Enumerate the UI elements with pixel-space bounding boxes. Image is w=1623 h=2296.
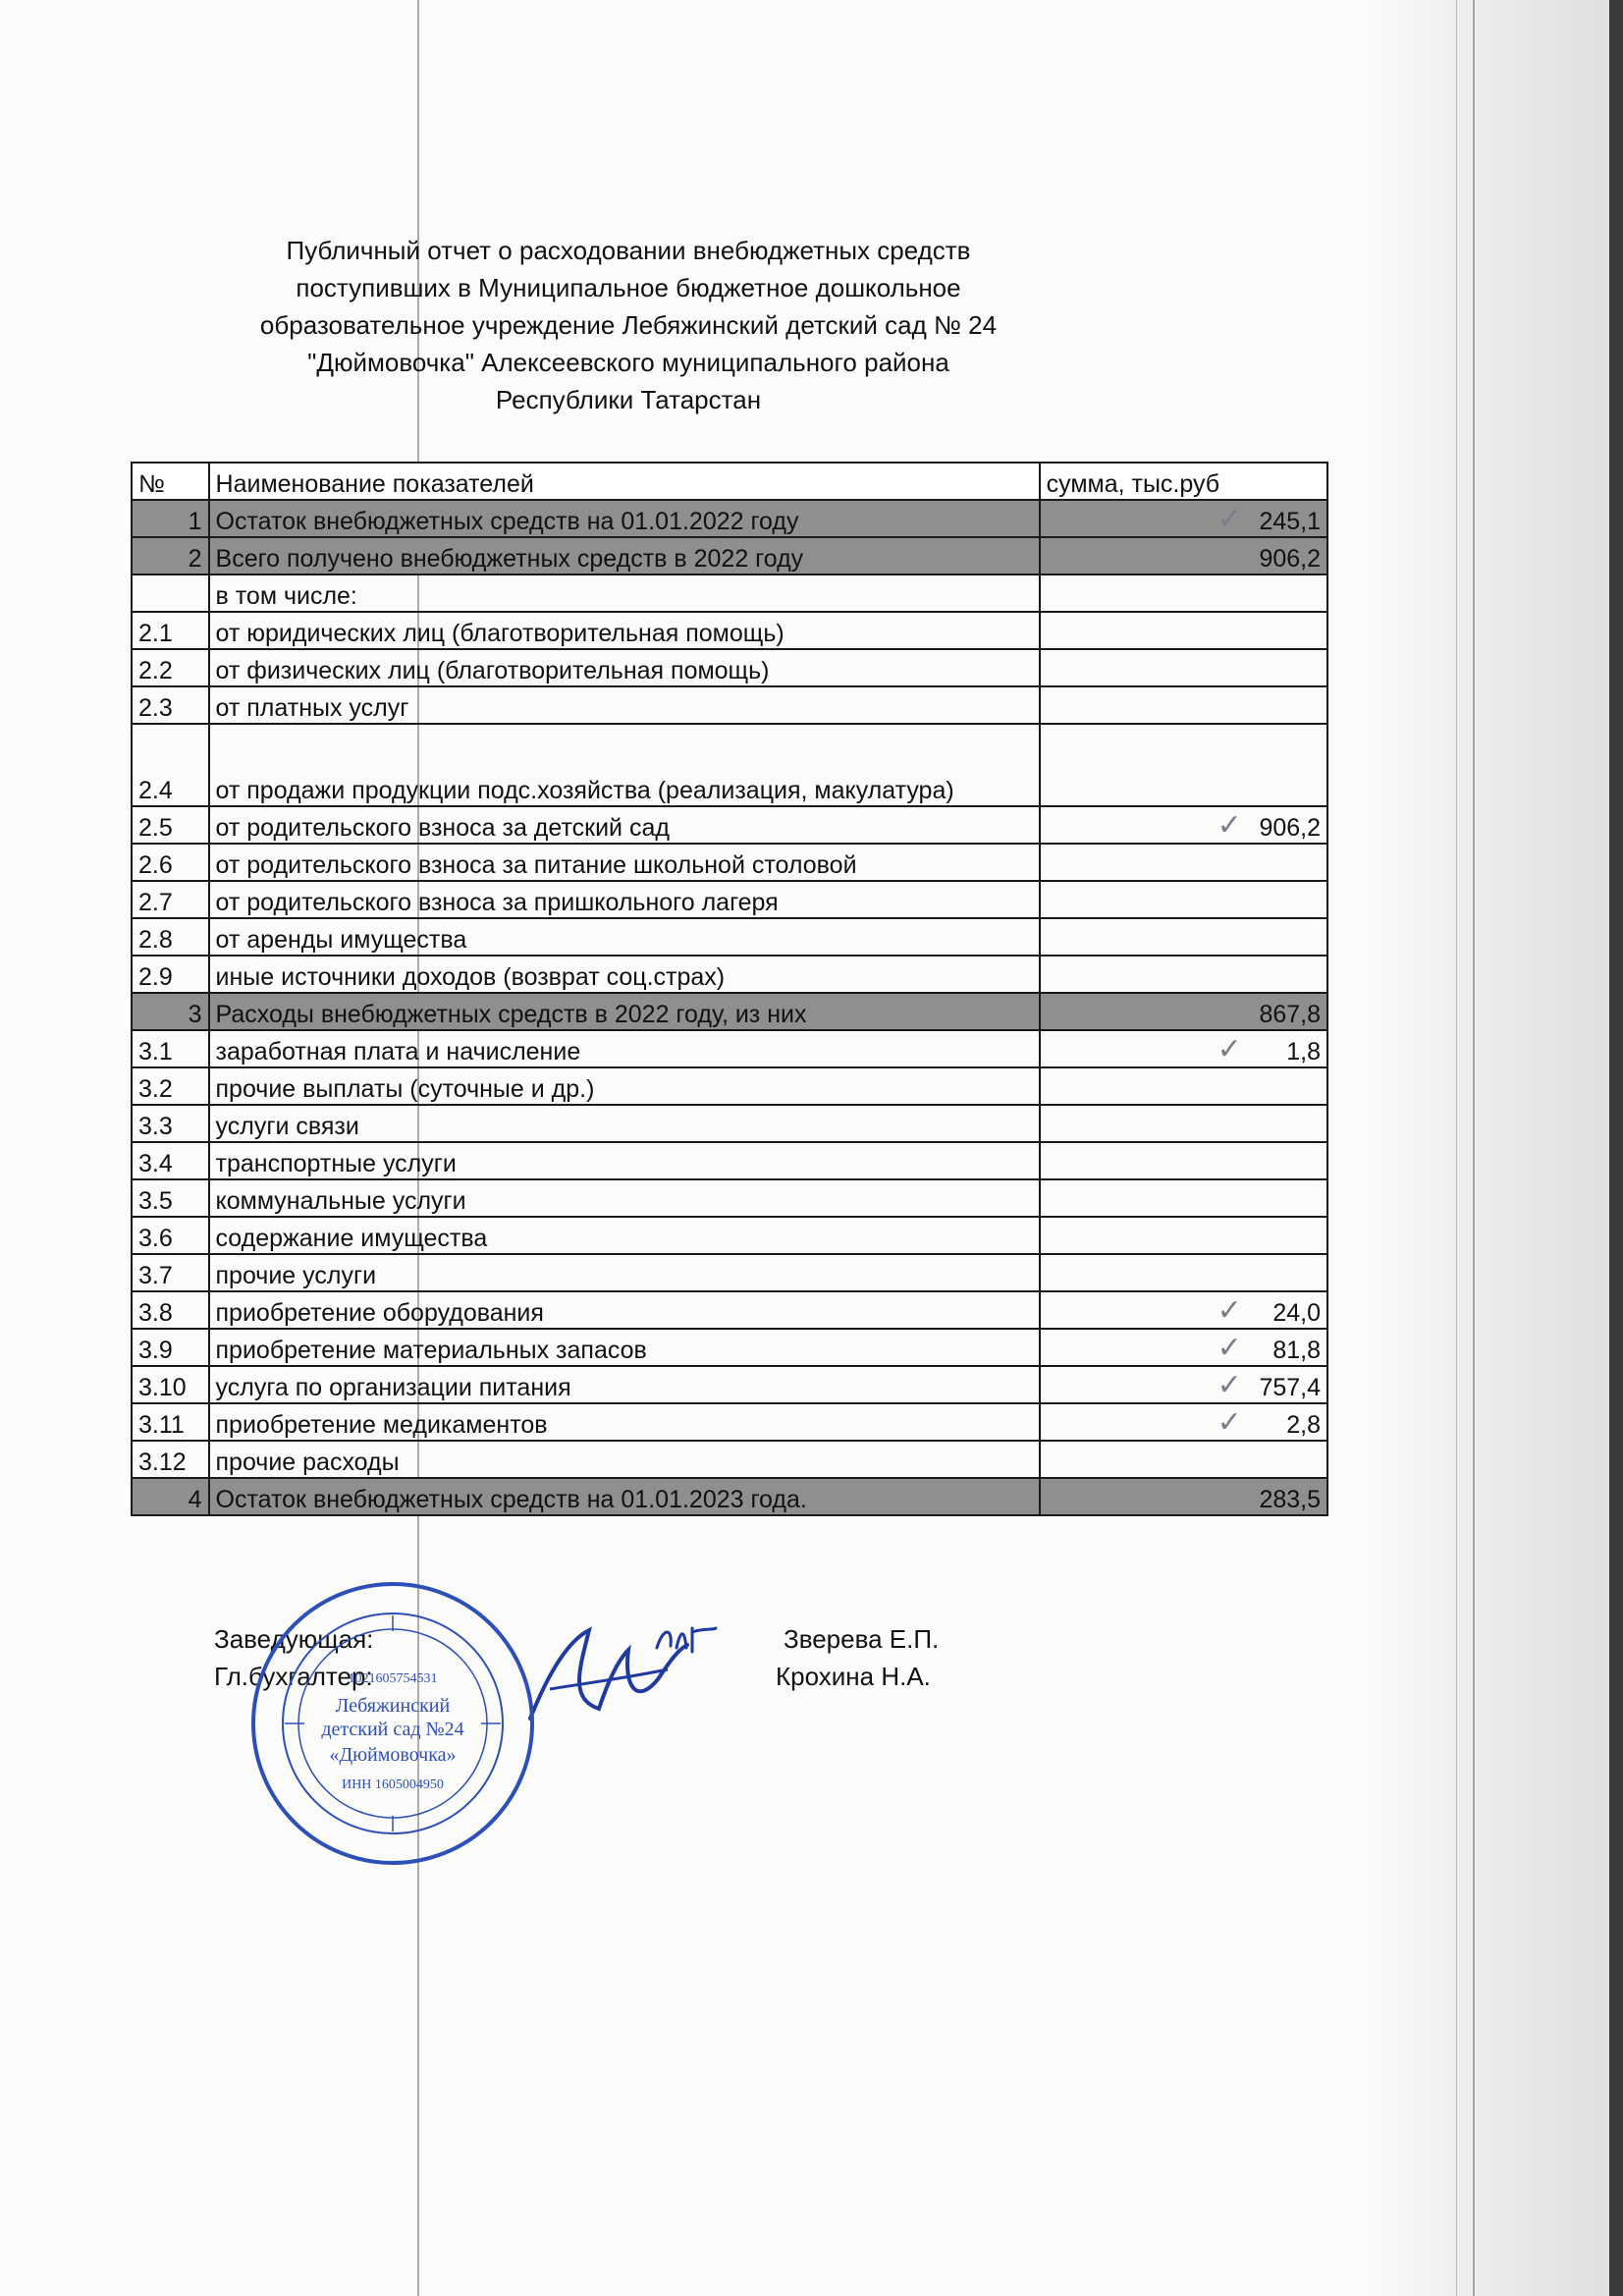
- table-row: [132, 1403, 1327, 1441]
- table-row: [132, 1291, 1327, 1329]
- initials-mark: [653, 1618, 722, 1658]
- head-name: Зверева Е.П.: [784, 1624, 940, 1654]
- scan-line: [1473, 0, 1475, 2296]
- row-name: иные источники доходов (возврат соц.страх): [209, 956, 1040, 993]
- row-number: 3.5: [132, 1179, 209, 1217]
- row-value: [1040, 649, 1327, 686]
- check-mark-icon: ✓: [1217, 1294, 1242, 1327]
- row-value: [1040, 686, 1327, 724]
- row-name: Остаток внебюджетных средств на 01.01.2022 году: [209, 500, 1040, 537]
- table-row: [132, 844, 1327, 881]
- row-number: 3.8: [132, 1291, 209, 1329]
- row-number: 3.6: [132, 1217, 209, 1254]
- stamp-ogrn: 1021605754531: [348, 1671, 438, 1686]
- row-number: 3.10: [132, 1366, 209, 1403]
- table-row: [132, 1254, 1327, 1291]
- row-name: услуга по организации питания: [209, 1366, 1040, 1403]
- title-line: образовательное учреждение Лебяжинский детский сад № 24: [259, 310, 998, 340]
- row-name: от платных услуг: [209, 686, 1040, 724]
- table-row: [132, 956, 1327, 993]
- row-number: 4: [132, 1478, 209, 1515]
- row-value-text: 906,2: [1259, 814, 1321, 842]
- check-mark-icon: ✓: [1217, 809, 1242, 842]
- row-value: [1040, 1254, 1327, 1291]
- row-name: от физических лиц (благотворительная помощь): [209, 649, 1040, 686]
- row-number: 2.8: [132, 918, 209, 956]
- table-row: [132, 1366, 1327, 1403]
- row-value-text: 1,8: [1286, 1038, 1321, 1066]
- row-number: 3.2: [132, 1067, 209, 1105]
- row-name: от аренды имущества: [209, 918, 1040, 956]
- row-value: [1040, 1179, 1327, 1217]
- row-number: 2: [132, 537, 209, 574]
- row-value: [1040, 612, 1327, 649]
- table-row: [132, 537, 1327, 574]
- report-table: [131, 462, 1328, 1516]
- table-row: [132, 686, 1327, 724]
- row-name: прочие выплаты (суточные и др.): [209, 1067, 1040, 1105]
- header-number: №: [132, 463, 209, 500]
- header-name: Наименование показателей: [209, 463, 1040, 500]
- stamp-line-2: детский сад №24: [321, 1719, 464, 1740]
- organization-stamp: [245, 1576, 540, 1871]
- row-name: в том числе:: [209, 574, 1040, 612]
- row-value: [1040, 500, 1327, 537]
- table-row: [132, 993, 1327, 1030]
- row-name: прочие расходы: [209, 1441, 1040, 1478]
- row-value-text: 245,1: [1259, 508, 1321, 535]
- check-mark-icon: ✓: [1217, 1406, 1242, 1439]
- title-line: Республики Татарстан: [495, 385, 762, 414]
- table-row: [132, 806, 1327, 844]
- row-number: 3.4: [132, 1142, 209, 1179]
- row-name: Расходы внебюджетных средств в 2022 году, из них: [209, 993, 1040, 1030]
- row-name: Остаток внебюджетных средств на 01.01.2023 года.: [209, 1478, 1040, 1515]
- row-value-text: 283,5: [1259, 1486, 1321, 1513]
- row-value: [1040, 1105, 1327, 1142]
- row-value-text: 867,8: [1259, 1001, 1321, 1028]
- row-name: Всего получено внебюджетных средств в 2022 году: [209, 537, 1040, 574]
- header-sum: сумма, тыс.руб: [1040, 463, 1327, 500]
- table-row: [132, 724, 1327, 806]
- row-number: 3.9: [132, 1329, 209, 1366]
- row-name: приобретение материальных запасов: [209, 1329, 1040, 1366]
- row-number: 3.3: [132, 1105, 209, 1142]
- row-value-text: 906,2: [1259, 545, 1321, 573]
- row-value: [1040, 537, 1327, 574]
- accountant-name: Крохина Н.А.: [776, 1662, 931, 1691]
- row-number: 2.9: [132, 956, 209, 993]
- row-number: 3.12: [132, 1441, 209, 1478]
- table-row: [132, 574, 1327, 612]
- table-row: [132, 918, 1327, 956]
- row-value: [1040, 1478, 1327, 1515]
- row-value: [1040, 1403, 1327, 1441]
- scan-edge-shade: [1368, 0, 1623, 2296]
- head-label: Заведующая:: [214, 1624, 374, 1654]
- row-number: 2.4: [132, 724, 209, 806]
- row-number: [132, 574, 209, 612]
- title-line: Публичный отчет о расходовании внебюджетных средств: [286, 236, 971, 265]
- row-name: от родительского взноса за питание школьной столовой: [209, 844, 1040, 881]
- row-number: 2.1: [132, 612, 209, 649]
- table-row: [132, 1067, 1327, 1105]
- row-value: [1040, 993, 1327, 1030]
- row-value: [1040, 1366, 1327, 1403]
- row-number: 2.3: [132, 686, 209, 724]
- row-name: коммунальные услуги: [209, 1179, 1040, 1217]
- row-number: 3.7: [132, 1254, 209, 1291]
- row-number: 2.6: [132, 844, 209, 881]
- table-row: [132, 1030, 1327, 1067]
- row-value-text: 757,4: [1259, 1374, 1321, 1401]
- check-mark-icon: ✓: [1217, 1332, 1242, 1364]
- row-name: от родительского взноса за пришкольного лагеря: [209, 881, 1040, 918]
- row-number: 3: [132, 993, 209, 1030]
- accountant-label: Гл.бухгалтер:: [214, 1662, 373, 1691]
- row-value-text: 81,8: [1272, 1337, 1321, 1364]
- row-number: 2.5: [132, 806, 209, 844]
- table-row: [132, 500, 1327, 537]
- table-row: [132, 1329, 1327, 1366]
- table-row: [132, 1217, 1327, 1254]
- row-value: [1040, 1441, 1327, 1478]
- scan-edge-right: [1609, 0, 1623, 2296]
- row-name: приобретение медикаментов: [209, 1403, 1040, 1441]
- row-value: [1040, 1142, 1327, 1179]
- row-value: [1040, 918, 1327, 956]
- check-mark-icon: ✓: [1217, 503, 1242, 535]
- table-header-row: [132, 463, 1327, 500]
- table-row: [132, 1105, 1327, 1142]
- row-name: приобретение оборудования: [209, 1291, 1040, 1329]
- title-line: поступивших в Муниципальное бюджетное дошкольное: [296, 273, 961, 302]
- row-name: от юридических лиц (благотворительная помощь): [209, 612, 1040, 649]
- row-number: 3.1: [132, 1030, 209, 1067]
- row-name: прочие услуги: [209, 1254, 1040, 1291]
- check-mark-icon: ✓: [1217, 1369, 1242, 1401]
- row-value: [1040, 1329, 1327, 1366]
- row-name: транспортные услуги: [209, 1142, 1040, 1179]
- row-value-text: 24,0: [1272, 1299, 1321, 1327]
- row-name: содержание имущества: [209, 1217, 1040, 1254]
- table-row: [132, 1179, 1327, 1217]
- row-number: 3.11: [132, 1403, 209, 1441]
- table-row: [132, 612, 1327, 649]
- scan-line: [1456, 0, 1457, 2296]
- row-value: [1040, 1291, 1327, 1329]
- row-value: [1040, 806, 1327, 844]
- row-name: от родительского взноса за детский сад: [209, 806, 1040, 844]
- title-line: "Дюймовочка" Алексеевского муниципального района: [307, 348, 949, 377]
- row-value: [1040, 574, 1327, 612]
- row-value: [1040, 881, 1327, 918]
- row-number: 2.2: [132, 649, 209, 686]
- row-value: [1040, 724, 1327, 806]
- row-value: [1040, 1030, 1327, 1067]
- stamp-inn: ИНН 1605004950: [342, 1777, 444, 1792]
- table-row: [132, 1478, 1327, 1515]
- table-row: [132, 881, 1327, 918]
- row-name: от продажи продукции подс.хозяйства (реализация, макулатура): [209, 724, 1040, 806]
- row-value: [1040, 1067, 1327, 1105]
- row-value: [1040, 844, 1327, 881]
- row-value-text: 2,8: [1286, 1411, 1321, 1439]
- row-value: [1040, 956, 1327, 993]
- table-row: [132, 649, 1327, 686]
- row-name: заработная плата и начисление: [209, 1030, 1040, 1067]
- row-number: 2.7: [132, 881, 209, 918]
- report-title: [187, 232, 1070, 418]
- table-row: [132, 1441, 1327, 1478]
- check-mark-icon: ✓: [1217, 1033, 1242, 1066]
- row-value: [1040, 1217, 1327, 1254]
- row-name: услуги связи: [209, 1105, 1040, 1142]
- table-row: [132, 1142, 1327, 1179]
- stamp-line-3: «Дюймовочка»: [329, 1744, 457, 1766]
- stamp-line-1: Лебяжинский: [335, 1695, 451, 1717]
- row-number: 1: [132, 500, 209, 537]
